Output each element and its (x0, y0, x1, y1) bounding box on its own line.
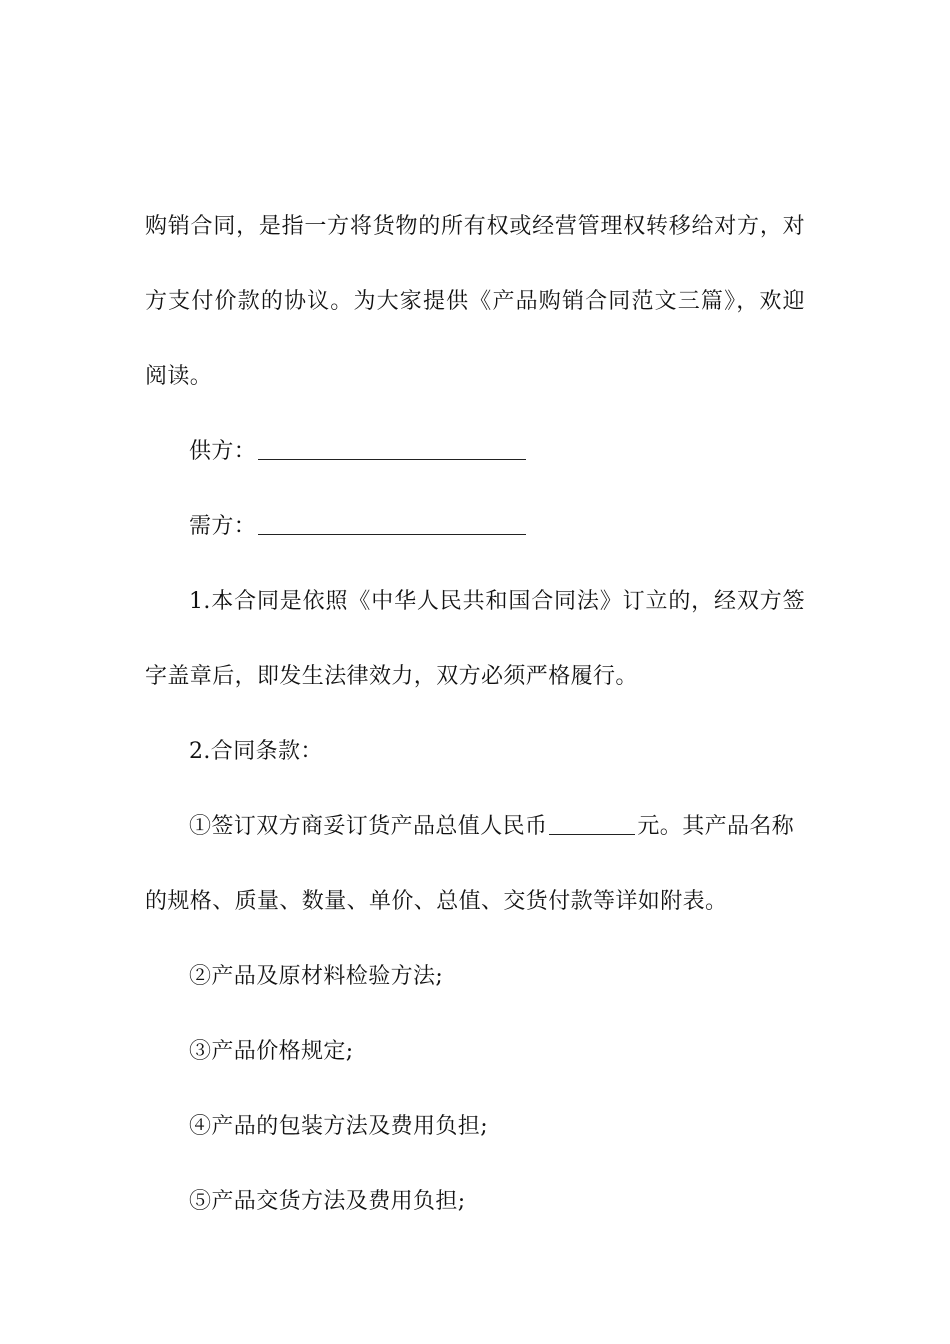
clause2-item2: ②产品及原材料检验方法; (189, 964, 444, 989)
item1-text-before: ①签订双方商妥订货产品总值人民币 (189, 814, 548, 839)
clause2-item3: ③产品价格规定; (189, 1039, 354, 1064)
item1-text-after: 元。其产品名称 (637, 814, 795, 839)
clause2-item1-line-2: 的规格、质量、数量、单价、总值、交货付款等详如附表。 (145, 889, 728, 914)
clause2-item5: ⑤产品交货方法及费用负担; (189, 1189, 466, 1214)
intro-line-2: 方支付价款的协议。为大家提供《产品购销合同范文三篇》，欢迎 (145, 289, 805, 314)
clause1-line-2: 字盖章后，即发生法律效力，双方必须严格履行。 (145, 664, 638, 689)
amount-blank (549, 812, 635, 835)
clause2-item4: ④产品的包装方法及费用负担; (189, 1114, 489, 1139)
clause1-line-1: 1.本合同是依照《中华人民共和国合同法》订立的，经双方签 (189, 589, 805, 614)
intro-line-1: 购销合同，是指一方将货物的所有权或经营管理权转移给对方，对 (145, 214, 805, 239)
clause2-item1-line-1 (189, 812, 849, 842)
buyer-row (189, 512, 849, 542)
supplier-label: 供方： (189, 439, 257, 464)
supplier-row (189, 437, 849, 467)
clause2-title: 2.合同条款： (189, 739, 323, 764)
supplier-blank (258, 437, 526, 460)
buyer-label: 需方： (189, 514, 257, 539)
intro-line-3: 阅读。 (145, 364, 213, 389)
buyer-blank (258, 512, 526, 535)
